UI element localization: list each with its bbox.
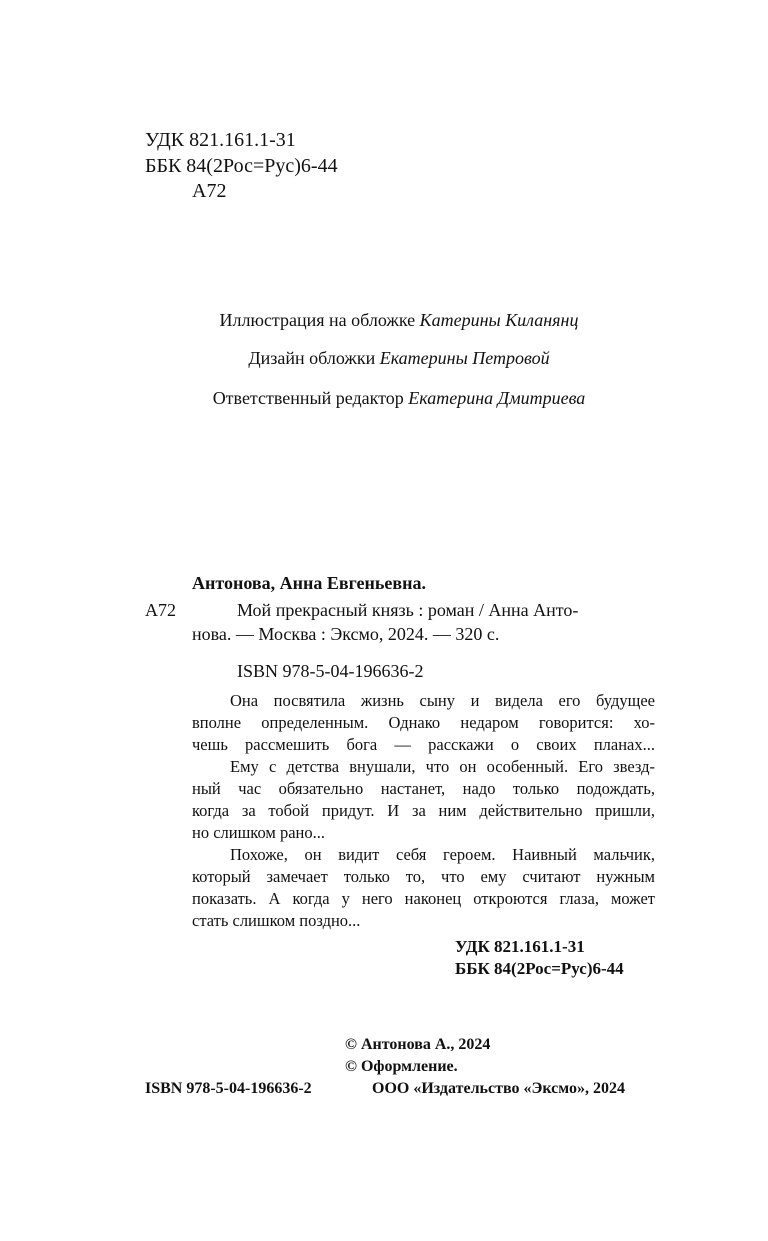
- annotation-line: ный час обязательно настанет, надо только подождать,: [192, 779, 655, 798]
- annotation-line: Ему с детства внушали, что он особенный. Его звезд-: [230, 757, 655, 776]
- credit-name: Катерины Киланянц: [419, 310, 579, 330]
- credit-cover-design: [0, 349, 768, 367]
- annotation-line: Она посвятила жизнь сыну и видела его будущее: [230, 691, 655, 710]
- annotation-line: чешь рассмешить бога — расскажи о своих планах...: [192, 735, 655, 754]
- catalog-author: Антонова, Анна Евгеньевна.: [192, 573, 426, 593]
- annotation-line: стать слишком поздно...: [192, 911, 361, 930]
- annotation-line: который замечает только то, что ему считают нужным: [192, 867, 655, 886]
- annotation-line: но слишком рано...: [192, 823, 326, 842]
- catalog-author-mark: А72: [145, 600, 176, 620]
- catalog-title-line: Мой прекрасный князь : роман / Анна Анто-: [237, 600, 579, 620]
- copyright-author: © Антонова А., 2024: [345, 1036, 491, 1053]
- catalog-isbn: ISBN 978-5-04-196636-2: [237, 661, 424, 681]
- copyright-publisher: ООО «Издательство «Эксмо», 2024: [372, 1080, 625, 1097]
- copyright-design: © Оформление.: [345, 1058, 458, 1075]
- bbk-code: ББК 84(2Рос=Рус)6-44: [455, 959, 624, 978]
- udk-code: УДК 821.161.1-31: [145, 129, 296, 151]
- credit-name: Екатерина Дмитриева: [408, 388, 586, 408]
- credit-role: Иллюстрация на обложке: [219, 310, 416, 330]
- catalog-title-line: нова. — Москва : Эксмо, 2024. — 320 с.: [192, 624, 500, 644]
- annotation-line: когда за тобой придут. И за ним действительно пришли,: [192, 801, 655, 820]
- annotation-line: Похоже, он видит себя героем. Наивный мальчик,: [230, 845, 655, 864]
- isbn-bottom: ISBN 978-5-04-196636-2: [145, 1080, 312, 1097]
- credit-name: Екатерины Петровой: [379, 348, 550, 368]
- credit-role: Дизайн обложки: [248, 348, 376, 368]
- annotation-line: вполне определенным. Однако недаром говорится: хо-: [192, 713, 655, 732]
- credit-editor: [0, 389, 768, 407]
- bbk-code: ББК 84(2Рос=Рус)6-44: [145, 155, 338, 177]
- udk-code: УДК 821.161.1-31: [455, 937, 585, 956]
- annotation-line: показать. А когда у него наконец откроются глаза, может: [192, 889, 655, 908]
- credit-role: Ответственный редактор: [212, 388, 404, 408]
- credit-illustration: [0, 311, 768, 329]
- author-mark: А72: [192, 180, 227, 202]
